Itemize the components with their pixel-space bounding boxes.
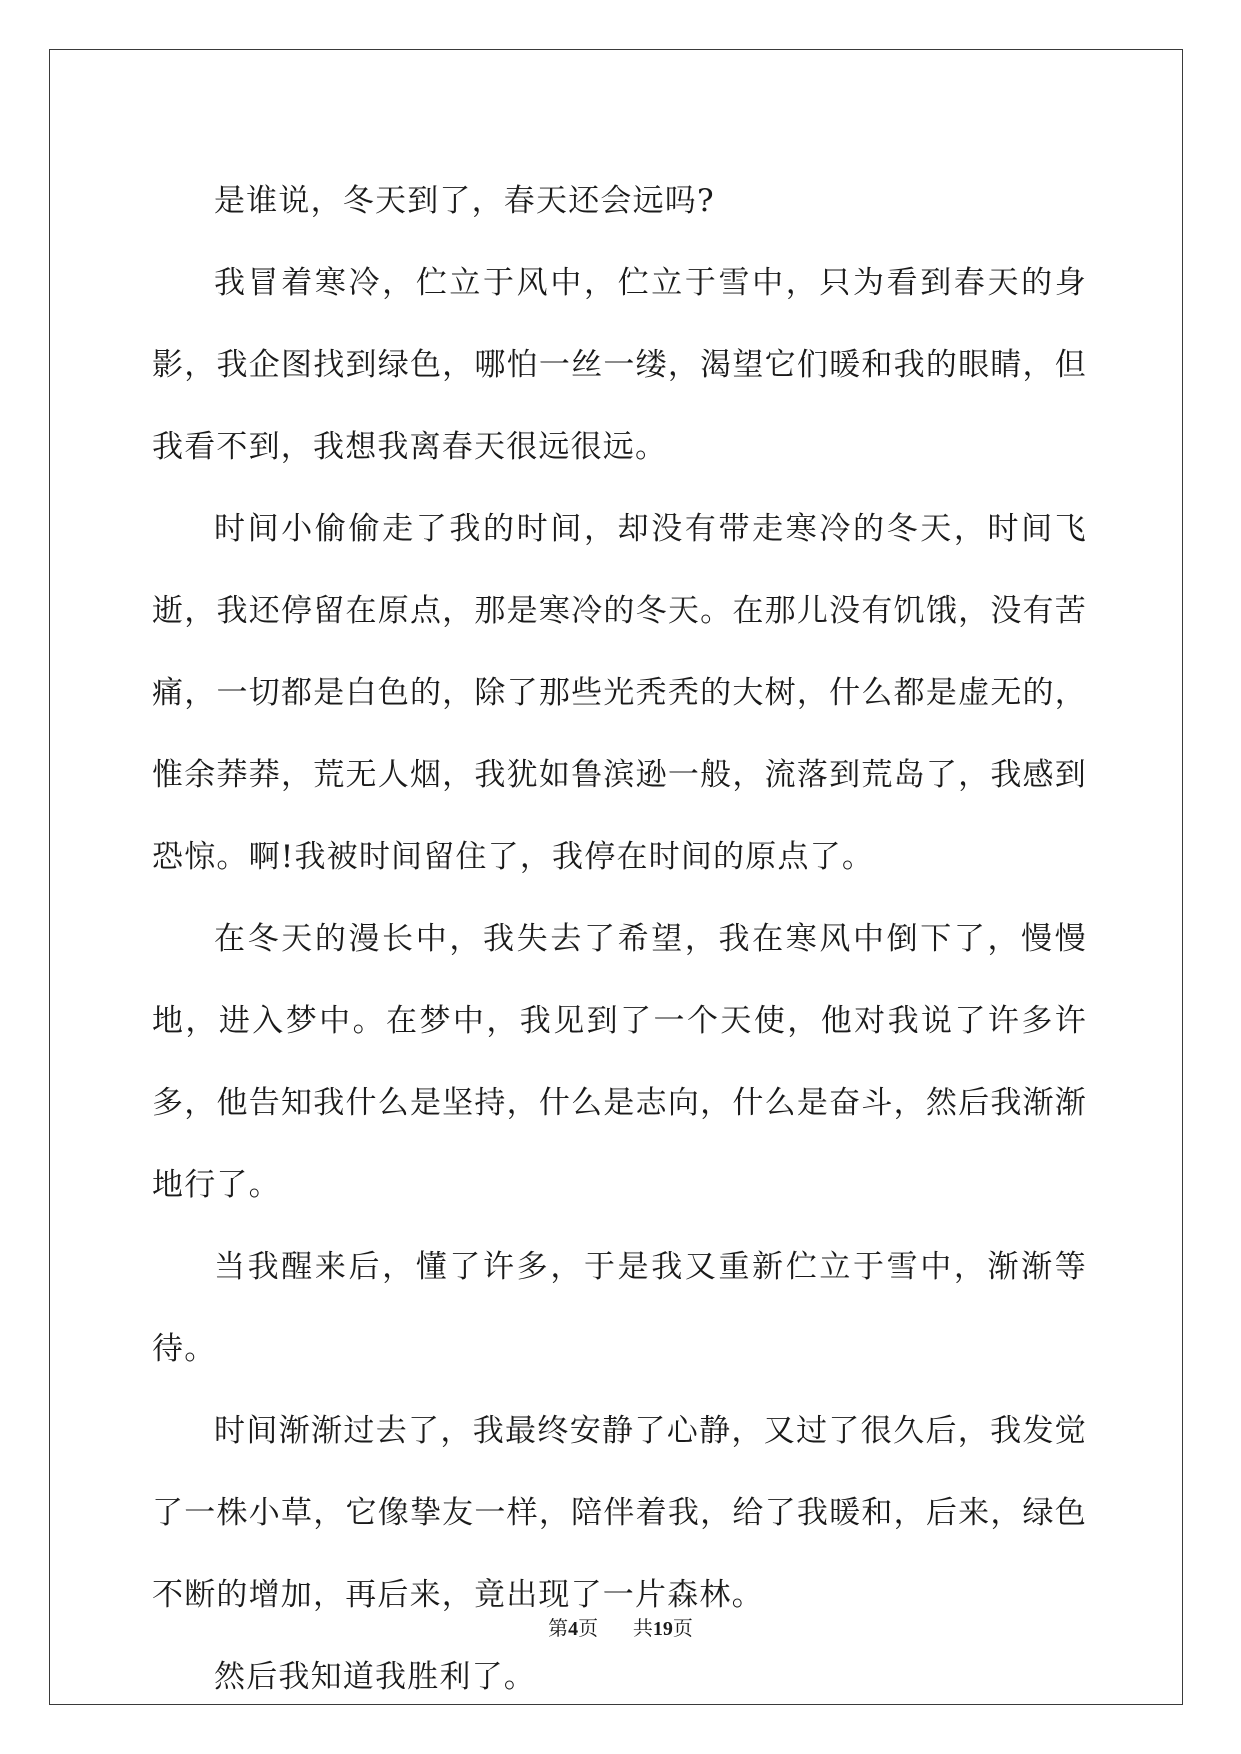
paragraph-5: 当我醒来后，懂了许多，于是我又重新伫立于雪中，渐渐等待。 [152,1249,1087,1367]
page-indicator [548,1616,604,1640]
total-number: 19 [652,1618,673,1640]
page-suffix: 页 [578,1616,599,1640]
total-pages-indicator [633,1616,693,1640]
paragraph-3: 时间小偷偷走了我的时间，却没有带走寒冷的冬天，时间飞逝，我还停留在原点，那是寒冷的冬天。在那儿没有饥饿，没有苦痛，一切都是白色的，除了那些光秃秃的大树，什么都是虚无的，惟余莽莽，荒无人烟，我犹如鲁滨逊一般，流落到荒岛了，我感到恐惊。啊!我被时间留住了，我停在时间的原点了。 [152,511,1087,875]
paragraph-6: 时间渐渐过去了，我最终安静了心静，又过了很久后，我发觉了一株小草，它像挚友一样，陪伴着我，给了我暖和，后来，绿色不断的增加，再后来，竟出现了一片森林。 [152,1413,1087,1613]
page-number: 4 [568,1618,579,1640]
paragraph-1: 是谁说，冬天到了，春天还会远吗? [214,183,715,219]
total-prefix: 共 [632,1616,653,1640]
page-prefix: 第 [548,1616,569,1640]
total-suffix: 页 [672,1616,693,1640]
page-footer [0,1615,1241,1642]
article-body [152,160,1087,1718]
paragraph-2: 我冒着寒冷，伫立于风中，伫立于雪中，只为看到春天的身影，我企图找到绿色，哪怕一丝一缕，渴望它们暖和我的眼睛，但我看不到，我想我离春天很远很远。 [152,265,1087,465]
paragraph-7: 然后我知道我胜利了。 [214,1659,536,1695]
paragraph-4: 在冬天的漫长中，我失去了希望，我在寒风中倒下了，慢慢地，进入梦中。在梦中，我见到了一个天使，他对我说了许多许多，他告知我什么是坚持，什么是志向，什么是奋斗，然后我渐渐地行了。 [152,921,1087,1203]
